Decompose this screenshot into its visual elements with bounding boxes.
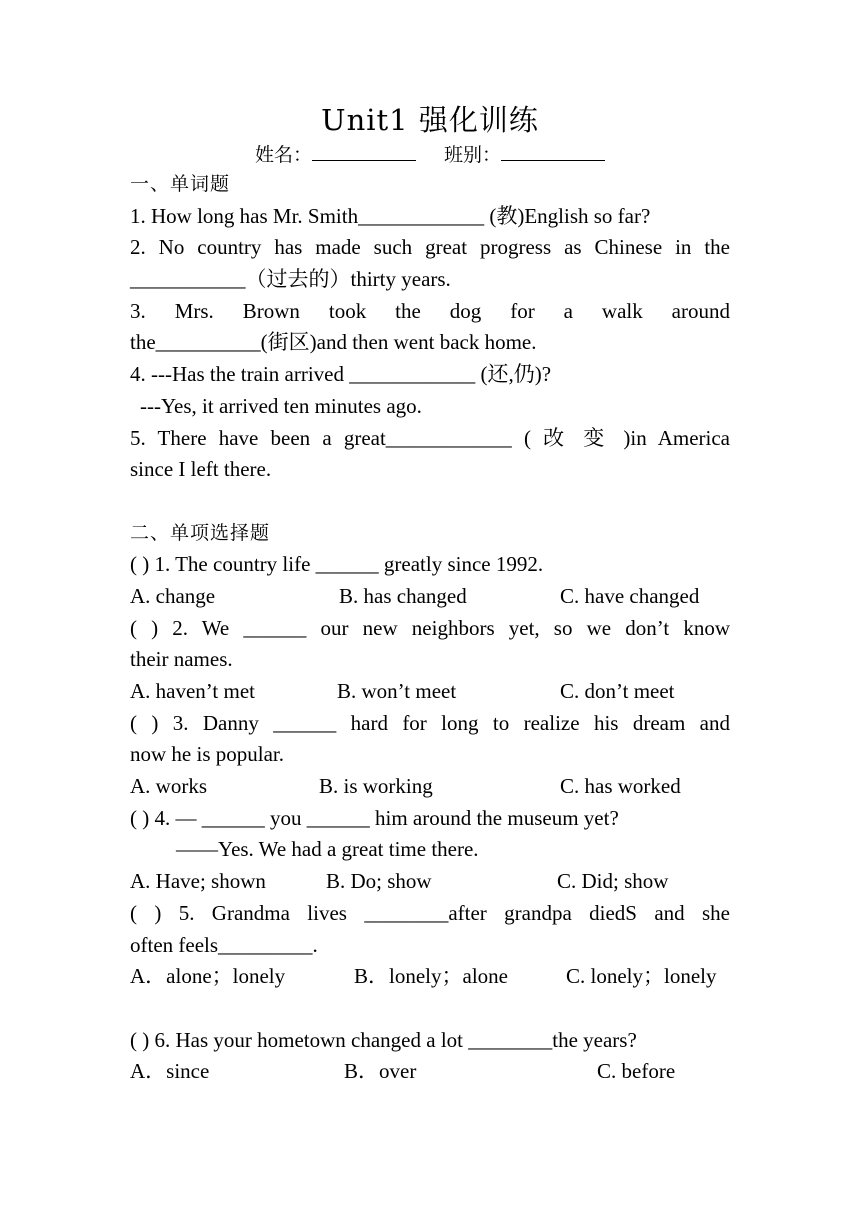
name-label: 姓名： xyxy=(254,144,312,166)
spacer xyxy=(130,486,730,518)
question-line: since I left there. xyxy=(130,457,272,482)
question-line: 2. No country has made such great progress as Chinese in the xyxy=(130,235,730,260)
option-a[interactable]: A. works xyxy=(130,774,207,799)
question-line: 5. There have been a great____________ ( 改 变 )in America xyxy=(130,425,730,450)
section-heading-choice: 二、单项选择题 xyxy=(130,521,271,544)
option-a[interactable]: A. change xyxy=(130,583,216,608)
option-c[interactable]: C. before xyxy=(597,1059,676,1084)
student-info xyxy=(0,140,860,167)
option-a[interactable]: A．alone；lonely xyxy=(130,964,286,989)
question-stem: ——Yes. We had a great time there. xyxy=(176,837,479,862)
option-b[interactable]: B. won’t meet xyxy=(337,679,457,703)
question-line: 4. ---Has the train arrived ____________ (还,仍)? xyxy=(130,362,552,387)
question-stem: ( ) 2. We ______ our new neighbors yet, so we don’t know xyxy=(130,615,730,640)
option-c[interactable]: C. lonely；lonely xyxy=(566,964,717,989)
question-line: ___________（过去的）thirty years. xyxy=(130,267,451,292)
question-stem: ( ) 6. Has your hometown changed a lot ________the years? xyxy=(130,1027,637,1052)
option-a[interactable]: A．since xyxy=(130,1059,210,1084)
options-row xyxy=(130,581,730,613)
options-row xyxy=(130,961,730,993)
question-stem: ( ) 5. Grandma lives ________after grandpa diedS and she xyxy=(130,900,730,925)
options-row xyxy=(130,1056,730,1088)
page-title: Unit1 强化训练 xyxy=(321,103,539,137)
spacer xyxy=(130,993,730,1025)
option-c[interactable]: C. Did; show xyxy=(557,869,669,894)
option-c[interactable]: C. don’t meet xyxy=(560,679,675,703)
section-heading-vocabulary: 一、单词题 xyxy=(130,173,231,195)
options-row xyxy=(130,771,730,803)
question-stem: ( ) 4. — ______ you ______ him around the museum yet? xyxy=(130,805,619,830)
question-line: ---Yes, it arrived ten minutes ago. xyxy=(140,393,422,418)
option-b[interactable]: B. Do; show xyxy=(326,869,432,894)
option-b[interactable]: B．over xyxy=(344,1059,417,1084)
class-blank[interactable] xyxy=(501,142,605,161)
question-line: 3. Mrs. Brown took the dog for a walk around xyxy=(130,298,730,323)
question-stem: now he is popular. xyxy=(130,742,284,767)
name-blank[interactable] xyxy=(312,142,416,161)
option-b[interactable]: B．lonely；alone xyxy=(354,964,508,989)
option-c[interactable]: C. has worked xyxy=(560,774,681,799)
worksheet-content xyxy=(130,169,730,1088)
option-b[interactable]: B. is working xyxy=(319,774,433,799)
option-b[interactable]: B. has changed xyxy=(339,583,467,608)
question-stem: their names. xyxy=(130,647,233,672)
question-line: 1. How long has Mr. Smith____________ (教)English so far? xyxy=(130,203,651,228)
question-stem: ( ) 3. Danny ______ hard for long to realize his dream and xyxy=(130,710,730,735)
option-c[interactable]: C. have changed xyxy=(560,583,700,608)
option-a[interactable]: A. haven’t met xyxy=(130,679,255,703)
class-label: 班别： xyxy=(444,144,502,166)
question-stem: ( ) 1. The country life ______ greatly since 1992. xyxy=(130,552,544,577)
question-stem: often feels_________. xyxy=(130,932,318,957)
question-line: the__________(街区)and then went back home. xyxy=(130,330,537,355)
options-row xyxy=(130,866,730,898)
options-row xyxy=(130,676,730,708)
option-a[interactable]: A. Have; shown xyxy=(130,869,266,894)
